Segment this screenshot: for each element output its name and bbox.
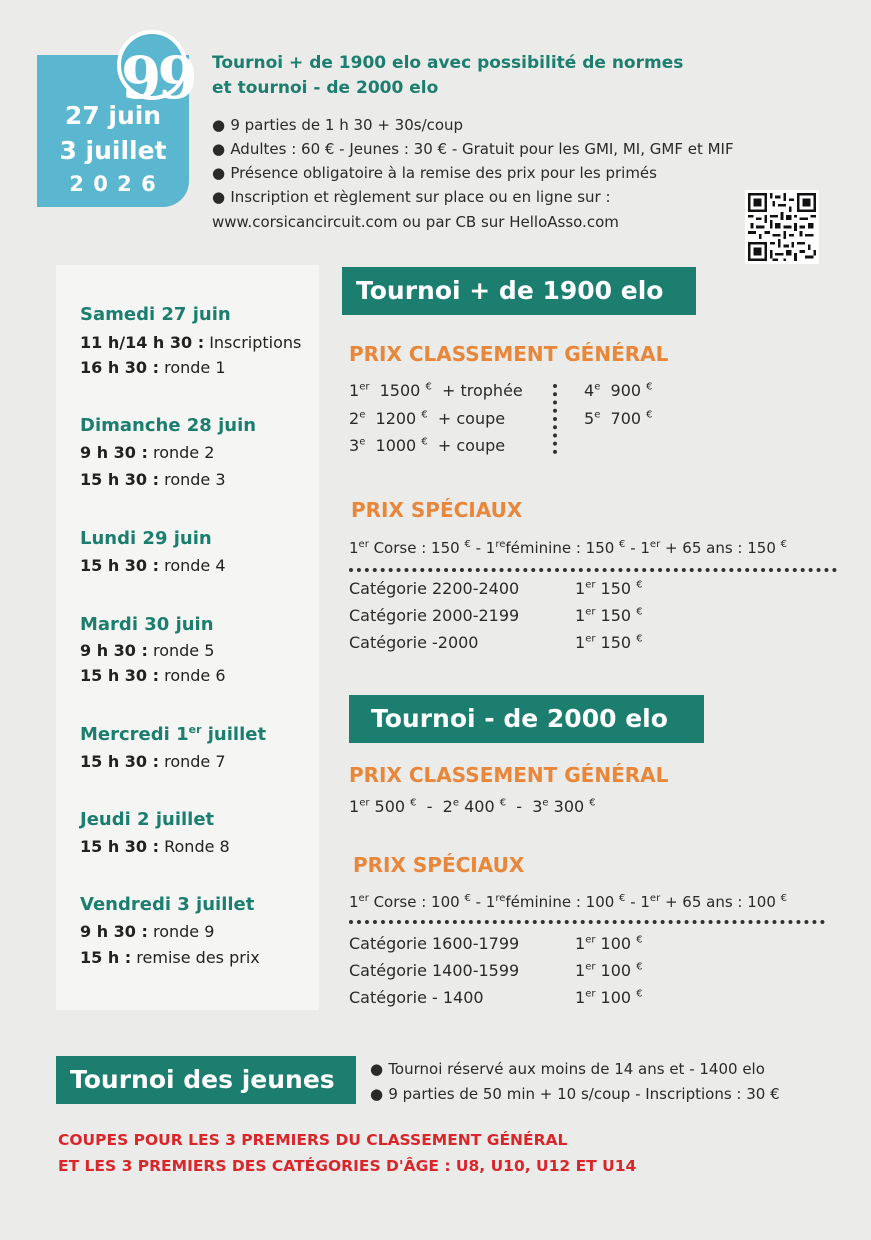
category-row: Catégorie 2200-2400: [349, 579, 520, 598]
qr-code-icon[interactable]: [745, 190, 819, 264]
footer-line-1: COUPES POUR LES 3 PREMIERS DU CLASSEMENT GÉNÉRAL: [58, 1131, 568, 1149]
prize-row: 3e 1000 € + coupe: [349, 436, 506, 455]
bullet-dot-icon: ●: [370, 1060, 389, 1078]
footer-line-2: ET LES 3 PREMIERS DES CATÉGORIES D'ÂGE : U8, U10, U12 ET U14: [58, 1157, 637, 1175]
bullet-dot-icon: ●: [212, 140, 231, 158]
prize-row: 1er 1500 € + trophée: [349, 381, 523, 400]
special-prizes-line: 1er Corse : 150 € - 1reféminine : 150 € - 1er + 65 ans : 150 €: [349, 539, 788, 557]
date-start: 27 juin: [64, 101, 162, 130]
bullet-dot-icon: ●: [212, 188, 231, 206]
header-bullet-1: ● 9 parties de 1 h 30 + 30s/coup: [212, 116, 464, 134]
schedule-line: 15 h 30 : ronde 6: [80, 666, 226, 685]
banner-tournoi-jeunes: Tournoi des jeunes: [56, 1056, 356, 1104]
banner-tournoi-1900: Tournoi + de 1900 elo: [342, 267, 696, 315]
prize-row: 4e 900 €: [584, 381, 653, 400]
category-row: Catégorie 1600-1799: [349, 934, 520, 953]
schedule-line: 9 h 30 : ronde 9: [80, 922, 215, 941]
special-prizes-line: 1er Corse : 100 € - 1reféminine : 100 € - 1er + 65 ans : 100 €: [349, 893, 788, 911]
category-row: Catégorie - 1400: [349, 988, 484, 1007]
banner-tournoi-2000: Tournoi - de 2000 elo: [349, 695, 704, 743]
category-row: Catégorie 1400-1599: [349, 961, 520, 980]
schedule-line: 15 h 30 : Ronde 8: [80, 837, 230, 856]
schedule-line: 16 h 30 : ronde 1: [80, 358, 226, 377]
section-title-general-1900: PRIX CLASSEMENT GÉNÉRAL: [349, 342, 669, 366]
vertical-divider: [553, 384, 557, 454]
section-title-special-1900: PRIX SPÉCIAUX: [351, 498, 523, 522]
jeunes-bullet-1: ● Tournoi réservé aux moins de 14 ans et - 1400 elo: [370, 1060, 765, 1078]
category-row: Catégorie -2000: [349, 633, 479, 652]
header-bullet-4: ● Inscription et règlement sur place ou en ligne sur :: [212, 188, 611, 206]
prize-row: 1er 500 € - 2e 400 € - 3e 300 €: [349, 797, 596, 816]
schedule-line: 9 h 30 : ronde 2: [80, 443, 215, 462]
bullet-dot-icon: ●: [212, 164, 231, 182]
day-saturday: Samedi 27 juin: [80, 304, 231, 325]
schedule-line: 9 h 30 : ronde 5: [80, 641, 215, 660]
day-monday: Lundi 29 juin: [80, 528, 212, 549]
schedule-line: 15 h 30 : ronde 3: [80, 470, 226, 489]
schedule-line: 15 h 30 : ronde 4: [80, 556, 226, 575]
website-line[interactable]: www.corsicancircuit.com ou par CB sur HelloAsso.com: [212, 213, 619, 231]
schedule-line: 11 h/14 h 30 : Inscriptions: [80, 333, 302, 352]
day-thursday: Jeudi 2 juillet: [80, 809, 215, 830]
bullet-dot-icon: ●: [370, 1085, 389, 1103]
section-title-general-2000: PRIX CLASSEMENT GÉNÉRAL: [349, 763, 669, 787]
category-prize: 1er 100 €: [575, 988, 643, 1007]
jeunes-bullet-2: ● 9 parties de 50 min + 10 s/coup - Inscriptions : 30 €: [370, 1085, 780, 1103]
day-sunday: Dimanche 28 juin: [80, 415, 257, 436]
prize-row: 2e 1200 € + coupe: [349, 409, 506, 428]
category-prize: 1er 150 €: [575, 579, 643, 598]
schedule-line: 15 h 30 : ronde 7: [80, 752, 226, 771]
quote-icon: 99: [117, 30, 187, 100]
date-end: 3 juillet: [59, 136, 167, 165]
day-friday: Vendredi 3 juillet: [80, 894, 255, 915]
day-wednesday: Mercredi 1er juillet: [80, 723, 267, 745]
date-year: 2 0 2 6: [69, 172, 157, 196]
category-prize: 1er 100 €: [575, 961, 643, 980]
bullet-dot-icon: ●: [212, 116, 231, 134]
dotted-divider: [349, 920, 825, 924]
category-prize: 1er 100 €: [575, 934, 643, 953]
category-prize: 1er 150 €: [575, 606, 643, 625]
schedule-line: 15 h : remise des prix: [80, 948, 260, 967]
header-bullet-2: ● Adultes : 60 € - Jeunes : 30 € - Gratuit pour les GMI, MI, GMF et MIF: [212, 140, 734, 158]
header-title-line2: et tournoi - de 2000 elo: [212, 78, 439, 98]
header-title-line1: Tournoi + de 1900 elo avec possibilité de normes: [212, 53, 684, 73]
dotted-divider: [349, 568, 837, 572]
section-title-special-2000: PRIX SPÉCIAUX: [353, 853, 525, 877]
category-prize: 1er 150 €: [575, 633, 643, 652]
header-bullet-3: ● Présence obligatoire à la remise des prix pour les primés: [212, 164, 657, 182]
category-row: Catégorie 2000-2199: [349, 606, 520, 625]
prize-row: 5e 700 €: [584, 409, 653, 428]
day-tuesday: Mardi 30 juin: [80, 614, 214, 635]
